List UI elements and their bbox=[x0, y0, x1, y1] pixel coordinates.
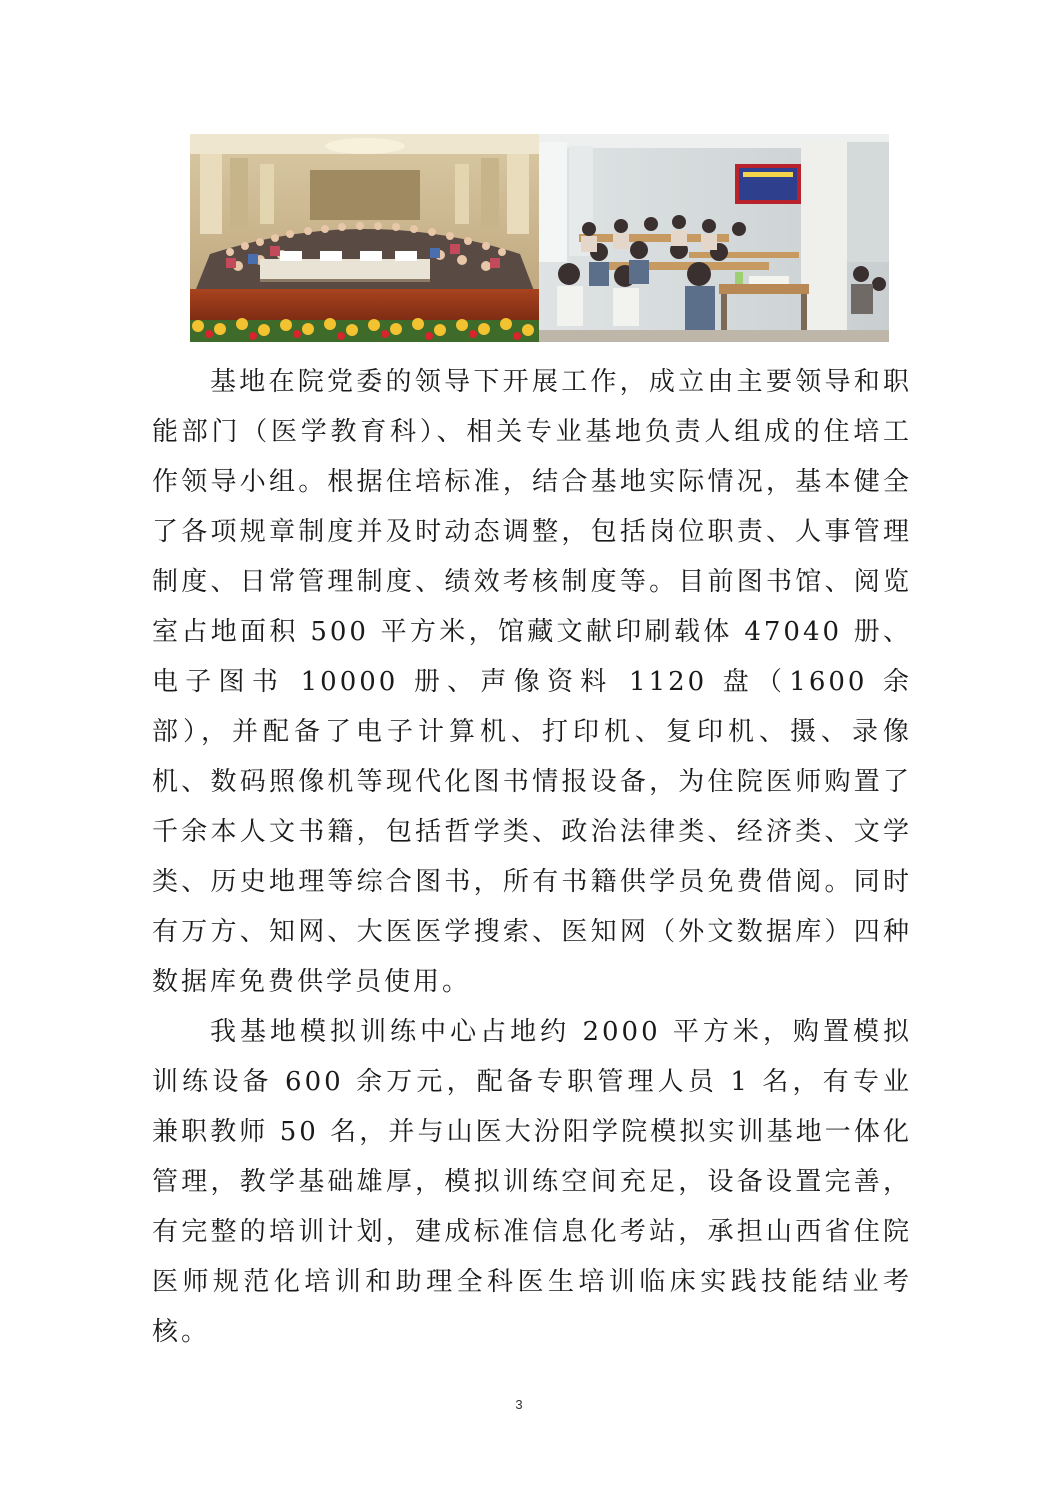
page-number: 3 bbox=[515, 1397, 523, 1412]
photo-strip bbox=[190, 134, 889, 342]
lecture-hall-photo bbox=[190, 134, 539, 342]
paragraph: 基地在院党委的领导下开展工作，成立由主要领导和职能部门（医学教育科）、相关专业基地负责人组成的住培工作领导小组。根据住培标准，结合基地实际情况，基本健全了各项规章制度并及时动态调整，包括岗位职责、人事管理制度、日常管理制度、绩效考核制度等。目前图书馆、阅览室占地面积 500 平方米，馆藏文献印刷载体 47040 册、电子图书 10000 册、声像资料 1120 盘（1600 余部），并配备了电子计算机、打印机、复印机、摄、录像机、数码照像机等现代化图书情报设备，为住院医师购置了千余本人文书籍，包括哲学类、政治法律类、经济类、文学类、历史地理等综合图书，所有书籍供学员免费借阅。同时有万方、知网、大医医学搜索、医知网（外文数据库）四种数据库免费供学员使用。 bbox=[152, 367, 912, 997]
classroom-photo bbox=[539, 134, 889, 342]
body-text bbox=[152, 357, 912, 1357]
paragraph: 我基地模拟训练中心占地约 2000 平方米，购置模拟训练设备 600 余万元，配备专职管理人员 1 名，有专业兼职教师 50 名，并与山医大汾阳学院模拟实训基地一体化管理，教学基础雄厚，模拟训练空间充足，设备设置完善，有完整的培训计划，建成标准信息化考站，承担山西省住院医师规范化培训和助理全科医生培训临床实践技能结业考核。 bbox=[152, 1017, 912, 1347]
